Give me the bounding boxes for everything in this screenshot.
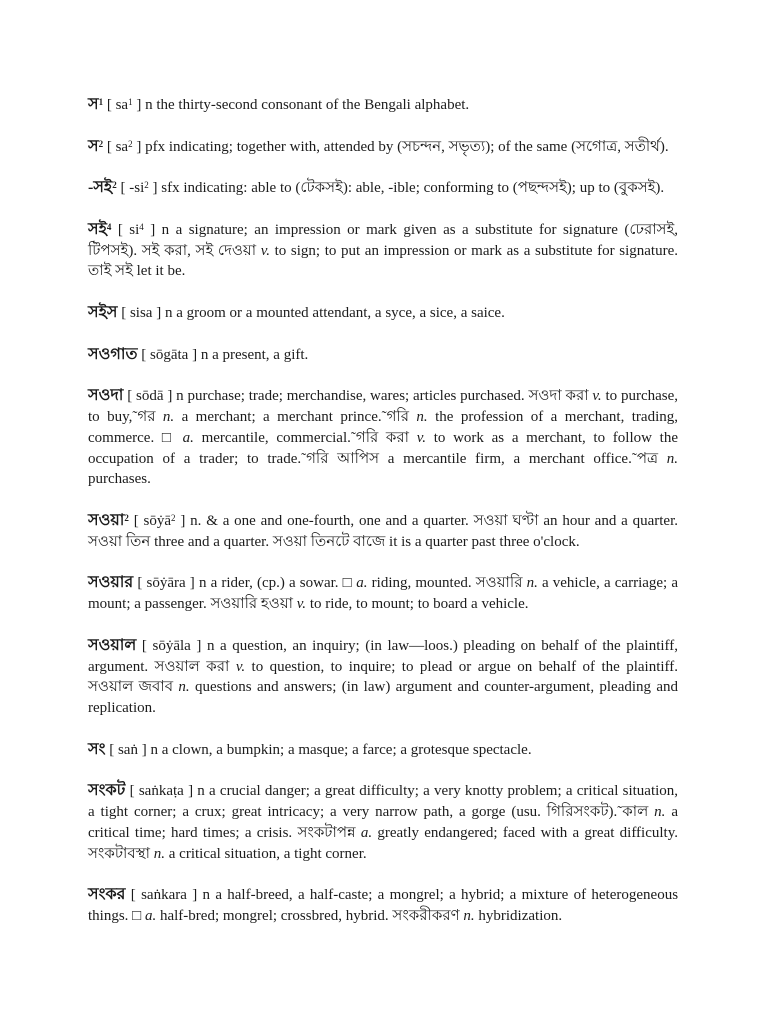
bracket-open: [ <box>133 512 139 529</box>
bracket-open: [ <box>130 887 136 904</box>
bracket-close: ] <box>192 887 198 904</box>
bracket-close: ] <box>152 180 158 197</box>
part-of-speech-label: n. <box>153 845 166 862</box>
definition-text: riding, mounted. সওয়ারি <box>367 575 527 592</box>
pronunciation <box>139 783 184 799</box>
dictionary-entry <box>88 303 678 324</box>
bracket-close: ] <box>141 741 147 758</box>
definition <box>88 513 678 550</box>
dictionary-entry <box>88 573 678 615</box>
part-of-speech-label: v. <box>592 388 602 405</box>
pronunciation <box>150 347 188 363</box>
headword <box>88 179 117 196</box>
definition-text: hybridization. <box>474 908 563 925</box>
pronunciation-text: sōẏāla <box>152 637 191 654</box>
pronunciation <box>153 638 191 654</box>
definition-text: sfx indicating: able to (টেকসই): able, -ible; conforming to (পছন্দসই); up to (বুকসই). <box>161 180 665 197</box>
bracket-open: [ <box>137 575 143 592</box>
headword <box>88 512 129 529</box>
headword <box>88 346 137 363</box>
definition-text: a critical situation, a tight corner. <box>165 845 367 862</box>
definition-text: n a rider, (cp.) a sowar. □ <box>198 575 357 592</box>
definition <box>88 222 678 280</box>
definition <box>88 388 678 487</box>
definition-text: n a clown, a bumpkin; a masque; a farce; a grotesque spectacle. <box>150 741 532 758</box>
bracket-close: ] <box>192 346 198 363</box>
bracket-close: ] <box>156 304 162 321</box>
pronunciation <box>118 742 138 758</box>
pronunciation <box>129 222 144 238</box>
definition-text: n a signature; an impression or mark given as a substitute for signature (ঢেরাসই, টিপসই). সই করা, সই দেওয়া <box>88 221 679 259</box>
pronunciation <box>116 97 133 113</box>
part-of-speech-label: n. <box>416 408 428 425</box>
headword-text: সওয়াল <box>88 636 137 654</box>
pronunciation-homograph-number: 2 <box>128 138 133 149</box>
headword <box>88 138 103 155</box>
bracket-close: ] <box>188 783 194 800</box>
pronunciation-homograph-number: 2 <box>144 180 149 191</box>
bracket-open: [ <box>109 741 115 758</box>
dictionary-entry <box>88 386 678 490</box>
headword-text: স <box>88 137 99 155</box>
headword-homograph-number: 2 <box>112 180 117 191</box>
part-of-speech-label: n. <box>463 908 475 925</box>
pronunciation-text: saṅ <box>117 741 138 758</box>
pronunciation <box>136 388 164 404</box>
headword <box>88 221 111 238</box>
headword-text: সওদা <box>88 387 124 405</box>
part-of-speech-label: a. <box>356 575 368 592</box>
definition-text: n a crucial danger; a great difficulty; a very knotty problem; a critical situation, a tight corner; a crux; great intricacy; a very narrow path, a gorge (usu. গিরিসংকট).˜কাল <box>88 783 679 821</box>
bracket-open: [ <box>129 783 135 800</box>
pronunciation <box>129 180 149 196</box>
bracket-open: [ <box>120 180 126 197</box>
headword-homograph-number: 1 <box>98 96 104 107</box>
headword-text: সই <box>88 220 107 238</box>
definition-text: to question, to inquire; to plead or argue on behalf of the plaintiff. সওয়াল জবাব <box>88 658 678 696</box>
bracket-open: [ <box>141 346 147 363</box>
part-of-speech-label: n. <box>178 679 190 696</box>
dictionary-entry <box>88 178 678 199</box>
definition-text: n the thirty-second consonant of the Bengali alphabet. <box>145 97 470 113</box>
pronunciation-text: sōgāta <box>149 346 189 363</box>
dictionary-entry <box>88 636 678 719</box>
dictionary-entry <box>88 345 678 366</box>
bracket-open: [ <box>106 138 112 155</box>
dictionary-entry <box>88 781 678 864</box>
definition <box>201 347 308 363</box>
pronunciation-homograph-number: 4 <box>139 221 144 232</box>
definition-text: half-bred; mongrel; crossbred, hybrid. সংকরীকরণ <box>156 908 464 925</box>
definition-text: n a present, a gift. <box>200 346 309 363</box>
pronunciation <box>116 139 133 155</box>
definition-text: the profession of a merchant, trading, commerce. □ <box>88 408 678 446</box>
part-of-speech-label: n. <box>162 408 175 425</box>
headword-text: সওয়া <box>88 511 125 529</box>
pronunciation <box>144 513 176 529</box>
definition-text: questions and answers; (in law) argument and counter-argument, pleading and replication. <box>88 679 679 717</box>
dictionary-entry <box>88 137 678 158</box>
part-of-speech-label: n. <box>654 804 666 821</box>
definition-text: n purchase; trade; merchandise, wares; articles purchased. সওদা করা <box>176 388 593 405</box>
dictionary-entry <box>88 740 678 761</box>
headword-text: সংকর <box>88 886 126 904</box>
pronunciation <box>130 305 153 321</box>
pronunciation-text: sisa <box>129 304 153 321</box>
definition-text: purchases. <box>88 471 151 488</box>
headword-homograph-number: 2 <box>124 512 129 523</box>
headword-text: -সই <box>88 179 113 197</box>
headword <box>88 637 136 654</box>
pronunciation-homograph-number: 1 <box>128 96 133 107</box>
part-of-speech-label: v. <box>416 429 427 446</box>
bracket-open: [ <box>117 221 123 238</box>
pronunciation-text: saṅkara <box>141 887 187 904</box>
definition-text: n. & a one and one-fourth, one and a quarter. সওয়া ঘণ্টা an hour and a quarter. সওয়া তিন three and a quarter. সওয়া তিনটে বাজে it is a quarter past three o'clock. <box>88 512 679 550</box>
headword <box>88 96 103 113</box>
definition-text: a vehicle, a carriage; a mount; a passenger. সওয়ারি হওয়া <box>88 575 679 613</box>
pronunciation-text: sa <box>115 138 129 155</box>
part-of-speech-label: a. <box>144 908 157 925</box>
definition-text: mercantile, commercial.˜গরি করা <box>193 429 417 446</box>
headword <box>88 304 117 321</box>
pronunciation-text: sōdā <box>136 388 164 405</box>
definition-text: to work as a merchant, to follow the occupation of a trader; to trade.˜গরি আপিস a mercantile firm, a merchant office.˜পত্র <box>88 429 678 467</box>
definition-text: to ride, to mount; to board a vehicle. <box>306 596 529 613</box>
definition <box>165 305 505 321</box>
part-of-speech-label: n. <box>526 575 538 592</box>
pronunciation-text: sōẏā <box>143 512 172 529</box>
definition-text: greatly endangered; faced with a great difficulty. সংকটাবস্থা <box>88 824 678 862</box>
bracket-open: [ <box>127 388 133 405</box>
headword <box>88 886 125 903</box>
bracket-close: ] <box>136 97 142 113</box>
part-of-speech-label: a. <box>182 429 194 446</box>
pronunciation-text: sa <box>115 97 129 113</box>
definition <box>161 180 664 196</box>
headword-text: সইস <box>88 303 118 321</box>
bracket-open: [ <box>121 304 127 321</box>
definition-text: pfx indicating; together with, attended by (সচন্দন, সভৃত্য); of the same (সগোত্র, সতীর্থ). <box>145 138 669 155</box>
part-of-speech-label: a. <box>360 824 373 841</box>
definition-text: to purchase, to buy,˜গর <box>88 388 679 425</box>
definition-text: to sign; to put an impression or mark as a substitute for signature. তাই সই let it be. <box>88 242 679 280</box>
bracket-close: ] <box>167 388 173 405</box>
definition-text: a merchant; a merchant prince.˜গরি <box>174 408 417 425</box>
definition <box>145 139 669 155</box>
headword-homograph-number: 2 <box>98 138 104 149</box>
definition-text: n a question, an inquiry; (in law—loos.) pleading on behalf of the plaintiff, argument. সওয়াল করা <box>88 637 679 675</box>
headword-text: সওয়ার <box>88 574 134 592</box>
part-of-speech-label: v. <box>260 242 270 259</box>
pronunciation-text: saṅkaṭa <box>138 783 184 800</box>
headword-text: সং <box>88 740 106 758</box>
headword-text: সংকট <box>88 782 126 800</box>
part-of-speech-label: n. <box>666 450 678 467</box>
part-of-speech-label: v. <box>235 658 246 675</box>
dictionary-entry <box>88 511 678 553</box>
headword-text: স <box>88 96 99 113</box>
headword <box>88 782 125 799</box>
bracket-close: ] <box>196 637 202 654</box>
bracket-close: ] <box>189 575 195 592</box>
bracket-close: ] <box>136 138 142 155</box>
headword <box>88 741 105 758</box>
definition <box>145 97 469 113</box>
dictionary-entry <box>88 885 678 927</box>
definition <box>150 742 531 758</box>
dictionary-entry <box>88 95 678 116</box>
pronunciation-text: -si <box>129 180 145 197</box>
bracket-open: [ <box>106 97 112 113</box>
pronunciation-homograph-number: 2 <box>171 512 176 523</box>
headword-homograph-number: 4 <box>106 221 112 232</box>
part-of-speech-label: v. <box>296 596 307 613</box>
headword <box>88 574 133 591</box>
pronunciation <box>147 575 186 591</box>
pronunciation-text: sōẏāra <box>146 575 186 592</box>
dictionary-entry <box>88 220 678 282</box>
definition-text: a critical time; hard times; a crisis. সংকটাপন্ন <box>88 804 678 841</box>
definition-text: n a groom or a mounted attendant, a syce, a sice, a saice. <box>164 304 505 321</box>
bracket-close: ] <box>180 512 186 529</box>
headword <box>88 387 123 404</box>
bracket-open: [ <box>141 637 147 654</box>
bracket-close: ] <box>150 221 156 238</box>
definition-text: n a half-breed, a half-caste; a mongrel; a hybrid; a mixture of heterogeneous things. □ <box>88 887 679 925</box>
pronunciation-text: si <box>129 221 140 238</box>
headword-text: সওগাত <box>88 345 138 363</box>
pronunciation <box>141 887 187 903</box>
